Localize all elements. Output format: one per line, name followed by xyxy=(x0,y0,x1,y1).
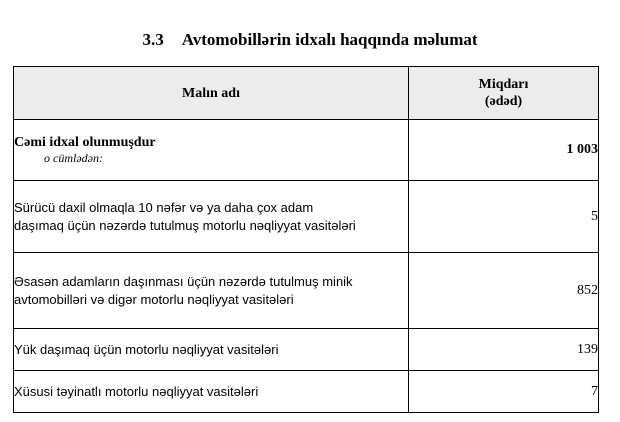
row-value: 852 xyxy=(409,253,599,329)
section-number: 3.3 xyxy=(142,30,164,49)
total-value: 1 003 xyxy=(409,120,599,181)
row-label xyxy=(14,181,409,253)
row-value: 7 xyxy=(409,371,599,413)
total-label-cell xyxy=(14,120,409,181)
row-label-line1: Yük daşımaq üçün motorlu nəqliyyat vasitələri xyxy=(14,341,279,357)
row-label xyxy=(14,371,409,413)
header-quantity-title: Miqdarı xyxy=(478,77,529,92)
table-row-total xyxy=(14,120,599,181)
total-sublabel: o cümlədən: xyxy=(44,151,103,165)
row-label-line2: avtomobilləri və digər motorlu nəqliyyat vasitələri xyxy=(14,291,294,307)
row-value: 5 xyxy=(409,181,599,253)
row-label xyxy=(14,253,409,329)
row-label xyxy=(14,329,409,371)
row-value: 139 xyxy=(409,329,599,371)
section-title: Avtomobillərin idxalı haqqında məlumat xyxy=(181,30,478,49)
table-row xyxy=(14,329,599,371)
header-quantity-unit: (ədəd) xyxy=(484,94,523,109)
row-label-line2: daşımaq üçün nəzərdə tutulmuş motorlu nəqliyyat vasitələri xyxy=(14,217,356,233)
table-row xyxy=(14,181,599,253)
header-quantity xyxy=(409,67,599,120)
total-label: Cəmi idxal olunmuşdur xyxy=(14,135,156,150)
table-header-row xyxy=(14,67,599,120)
import-table xyxy=(13,66,599,413)
row-label-line1: Əsasən adamların daşınması üçün nəzərdə tutulmuş minik xyxy=(14,273,353,289)
section-heading xyxy=(0,30,620,50)
header-name: Malın adı xyxy=(14,67,409,120)
row-label-line1: Xüsusi təyinatlı motorlu nəqliyyat vasitələri xyxy=(14,383,259,399)
row-label-line1: Sürücü daxil olmaqla 10 nəfər və ya daha çox adam xyxy=(14,199,314,215)
table-row xyxy=(14,253,599,329)
table-row xyxy=(14,371,599,413)
